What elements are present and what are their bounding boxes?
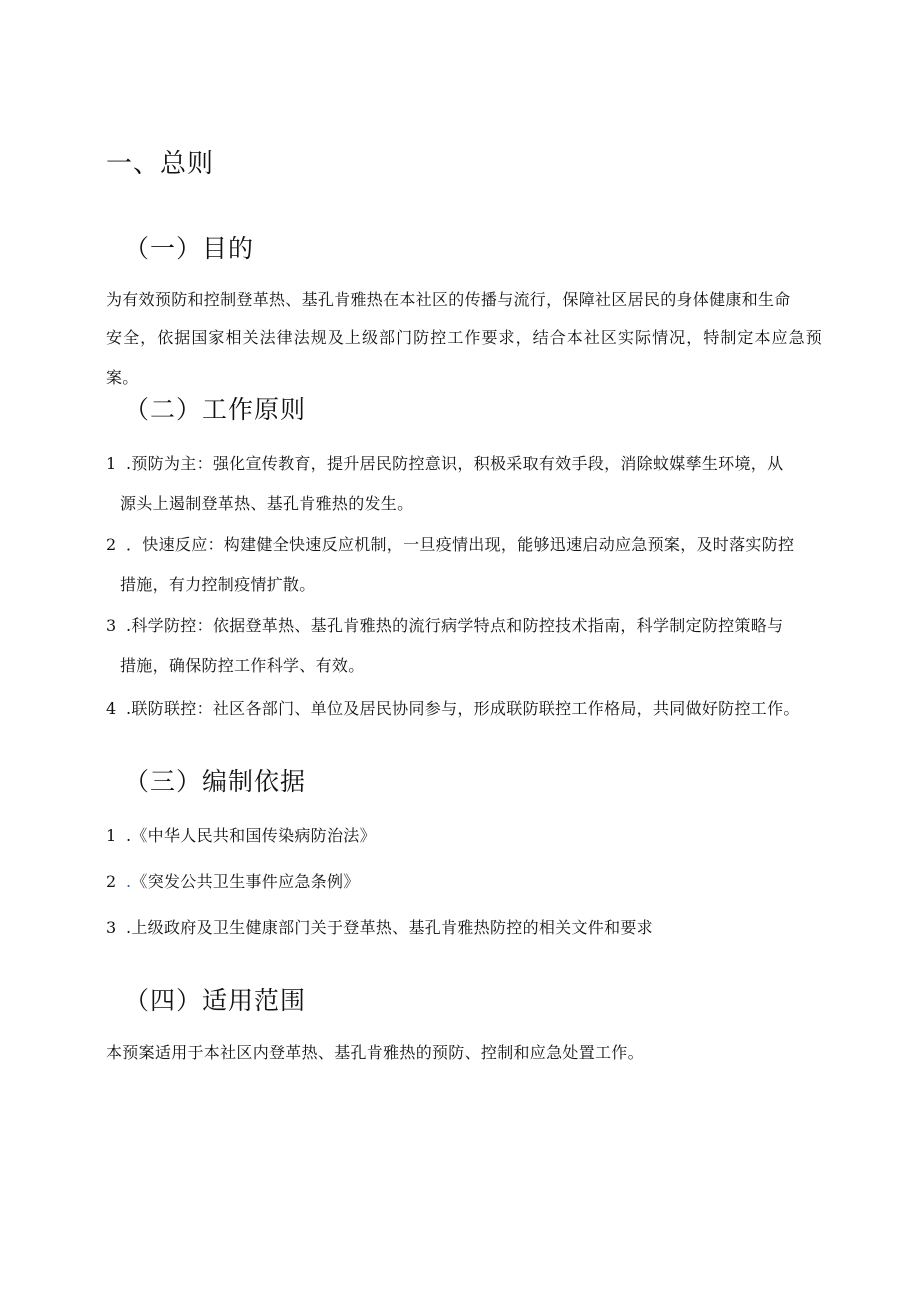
principle-item-2 — [106, 525, 822, 605]
basis-item-1 — [106, 816, 822, 856]
scope-text: 本预案适用于本社区内登革热、基孔肯雅热的预防、控制和应急处置工作。 — [106, 1043, 644, 1062]
item-continuation: 措施，有力控制疫情扩散。 — [120, 575, 316, 594]
item-number: 4 — [106, 699, 117, 718]
principle-item-3 — [106, 606, 822, 686]
principle-item-1 — [106, 444, 822, 524]
heading-scope: （四）适用范围 — [124, 986, 307, 1015]
item-continuation: 源头上遏制登革热、基孔肯雅热的发生。 — [120, 494, 414, 513]
item-number: 2 — [106, 535, 117, 554]
item-text: .《中华人民共和国传染病防治法》 — [126, 826, 376, 845]
item-text: .联防联控：社区各部门、单位及居民协同参与，形成联防联控工作格局，共同做好防控工作。 — [126, 699, 800, 718]
section-title: 一、总则 — [106, 149, 215, 179]
principle-item-4 — [106, 689, 822, 729]
item-number: 1 — [106, 826, 117, 845]
purpose-line-2: 安全，依据国家相关法律法规及上级部门防控工作要求，结合本社区实际情况，特制定本应急预案。 — [106, 328, 822, 387]
item-text: .科学防控：依据登革热、基孔肯雅热的流行病学特点和防控技术指南，科学制定防控策略与 — [126, 616, 784, 635]
item-text: ．快速反应：构建健全快速反应机制，一旦疫情出现，能够迅速启动应急预案，及时落实防控 — [126, 535, 795, 554]
heading-purpose: （一）目的 — [124, 234, 255, 263]
item-text: 《突发公共卫生事件应急条例》 — [131, 872, 360, 891]
item-number: 1 — [106, 454, 117, 473]
heading-basis: （三）编制依据 — [124, 767, 307, 796]
item-number: 3 — [106, 918, 117, 937]
purpose-line-1: 为有效预防和控制登革热、基孔肯雅热在本社区的传播与流行，保障社区居民的身体健康和生命 — [106, 290, 791, 309]
item-number: 3 — [106, 616, 117, 635]
item-text: .预防为主：强化宣传教育，提升居民防控意识，积极采取有效手段，消除蚊媒孳生环境，从 — [126, 454, 784, 473]
heading-principles: （二）工作原则 — [124, 395, 307, 424]
item-continuation: 措施，确保防控工作科学、有效。 — [120, 656, 365, 675]
item-number: 2 — [106, 872, 117, 891]
item-text: .上级政府及卫生健康部门关于登革热、基孔肯雅热防控的相关文件和要求 — [126, 918, 653, 937]
basis-item-3 — [106, 908, 822, 948]
basis-item-2 — [106, 862, 822, 902]
item-dot: . — [126, 872, 132, 891]
